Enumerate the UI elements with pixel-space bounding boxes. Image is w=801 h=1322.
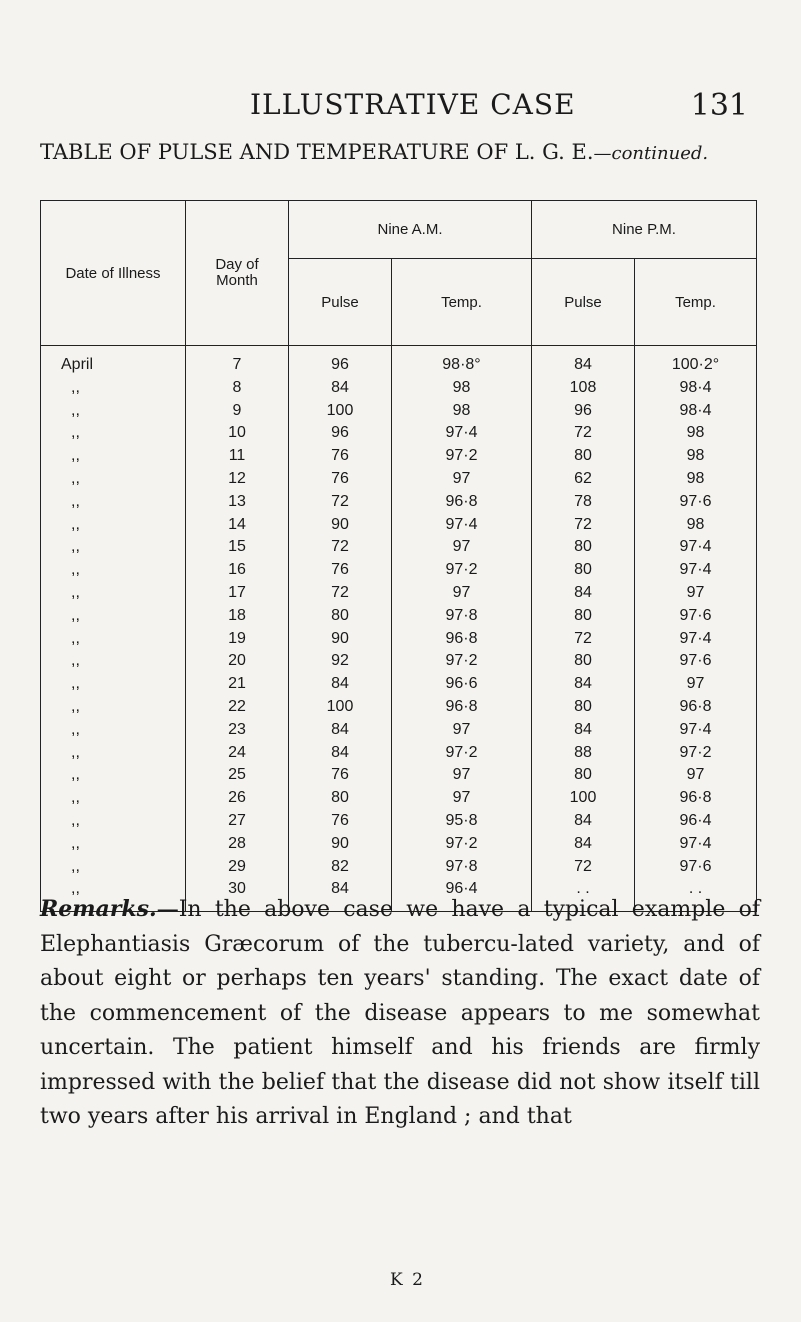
- cell-pm-pulse: 80: [532, 696, 635, 719]
- running-head: [0, 88, 801, 128]
- cell-day: 25: [186, 764, 289, 787]
- col-header-pm-temp: Temp.: [635, 259, 757, 346]
- cell-date: ,,: [41, 719, 186, 742]
- col-header-am-temp: Temp.: [392, 259, 532, 346]
- cell-date: ,,: [41, 559, 186, 582]
- cell-pm-pulse: 108: [532, 377, 635, 400]
- cell-pm-temp: 97: [635, 764, 757, 787]
- table-row: [41, 696, 757, 719]
- table-row: [41, 346, 757, 377]
- table-row: [41, 833, 757, 856]
- cell-day: 9: [186, 400, 289, 423]
- table-row: [41, 719, 757, 742]
- cell-am-temp: 97·2: [392, 559, 532, 582]
- table-row: [41, 764, 757, 787]
- cell-pm-pulse: 80: [532, 536, 635, 559]
- cell-date: ,,: [41, 833, 186, 856]
- cell-date: ,,: [41, 856, 186, 879]
- cell-date: ,,: [41, 742, 186, 765]
- col-header-day-text: Day of Month: [215, 256, 259, 289]
- cell-pm-pulse: 100: [532, 787, 635, 810]
- cell-pm-temp: 96·4: [635, 810, 757, 833]
- cell-date: ,,: [41, 400, 186, 423]
- cell-am-pulse: 72: [289, 582, 392, 605]
- cell-am-temp: 96·8: [392, 628, 532, 651]
- cell-day: 26: [186, 787, 289, 810]
- cell-pm-pulse: 72: [532, 422, 635, 445]
- table-row: [41, 559, 757, 582]
- table-row: [41, 468, 757, 491]
- cell-pm-pulse: 78: [532, 491, 635, 514]
- cell-day: 27: [186, 810, 289, 833]
- cell-pm-temp: 97·6: [635, 491, 757, 514]
- cell-pm-temp: 98·4: [635, 400, 757, 423]
- cell-am-temp: 97·8: [392, 605, 532, 628]
- cell-date: ,,: [41, 445, 186, 468]
- cell-am-temp: 97·2: [392, 650, 532, 673]
- cell-pm-pulse: 80: [532, 764, 635, 787]
- cell-am-pulse: 80: [289, 605, 392, 628]
- cell-am-temp: 97: [392, 582, 532, 605]
- cell-pm-pulse: 72: [532, 628, 635, 651]
- cell-pm-temp: 97·4: [635, 559, 757, 582]
- cell-date: ,,: [41, 787, 186, 810]
- cell-am-temp: 96·8: [392, 491, 532, 514]
- cell-day: 24: [186, 742, 289, 765]
- cell-pm-pulse: 72: [532, 514, 635, 537]
- cell-am-pulse: 84: [289, 742, 392, 765]
- cell-am-pulse: 100: [289, 400, 392, 423]
- cell-pm-temp: 98·4: [635, 377, 757, 400]
- cell-am-pulse: 92: [289, 650, 392, 673]
- cell-am-temp: 98: [392, 377, 532, 400]
- cell-am-temp: 97·4: [392, 514, 532, 537]
- cell-pm-pulse: 96: [532, 400, 635, 423]
- cell-am-temp: 97: [392, 468, 532, 491]
- cell-date: ,,: [41, 491, 186, 514]
- table-title-continued: —continued.: [593, 143, 709, 164]
- table-title: [40, 140, 780, 164]
- cell-pm-temp: 97·4: [635, 833, 757, 856]
- cell-pm-pulse: 84: [532, 582, 635, 605]
- cell-pm-pulse: 84: [532, 719, 635, 742]
- remarks-text: —In the above case we have a typical example of Elephantiasis Græcorum of the tubercu-lated variety, and of about eight or perhaps ten years' standing. The exact date of the commencement of the disease appears to me somewhat uncertain. The patient himself and his friends are firmly impressed with the belief that the disease did not show itself till two years after his arrival in England ; and that: [40, 897, 760, 1129]
- cell-day: 10: [186, 422, 289, 445]
- table-row: [41, 605, 757, 628]
- cell-date: ,,: [41, 536, 186, 559]
- cell-date: ,,: [41, 605, 186, 628]
- cell-am-pulse: 76: [289, 559, 392, 582]
- cell-pm-pulse: 84: [532, 833, 635, 856]
- cell-pm-temp: 98: [635, 422, 757, 445]
- cell-date: ,,: [41, 673, 186, 696]
- cell-am-temp: 97·2: [392, 445, 532, 468]
- cell-pm-pulse: 62: [532, 468, 635, 491]
- table-row: [41, 810, 757, 833]
- cell-pm-temp: 97·4: [635, 719, 757, 742]
- table-row: [41, 628, 757, 651]
- running-title: ILLUSTRATIVE CASE: [250, 88, 576, 121]
- cell-pm-temp: 97: [635, 582, 757, 605]
- cell-pm-temp: 97: [635, 673, 757, 696]
- cell-am-pulse: 76: [289, 445, 392, 468]
- cell-am-pulse: 84: [289, 673, 392, 696]
- cell-pm-pulse: 84: [532, 346, 635, 377]
- cell-day: 15: [186, 536, 289, 559]
- col-header-date: Date of Illness: [41, 201, 186, 346]
- cell-pm-temp: 97·4: [635, 628, 757, 651]
- cell-pm-pulse: 88: [532, 742, 635, 765]
- cell-am-temp: 98: [392, 400, 532, 423]
- cell-pm-pulse: 72: [532, 856, 635, 879]
- cell-day: 8: [186, 377, 289, 400]
- cell-day: 13: [186, 491, 289, 514]
- cell-day: 18: [186, 605, 289, 628]
- cell-am-pulse: 90: [289, 514, 392, 537]
- cell-am-pulse: 76: [289, 468, 392, 491]
- cell-am-pulse: 84: [289, 719, 392, 742]
- table-row: [41, 491, 757, 514]
- cell-am-pulse: 80: [289, 787, 392, 810]
- cell-pm-temp: 97·6: [635, 650, 757, 673]
- cell-am-temp: 97: [392, 536, 532, 559]
- table-row: [41, 445, 757, 468]
- cell-date: ,,: [41, 696, 186, 719]
- pulse-temperature-table: [40, 200, 757, 912]
- cell-am-pulse: 96: [289, 422, 392, 445]
- group-header-am: Nine A.M.: [289, 201, 532, 259]
- cell-date: ,,: [41, 514, 186, 537]
- col-header-am-pulse: Pulse: [289, 259, 392, 346]
- cell-pm-pulse: 80: [532, 445, 635, 468]
- cell-am-temp: 97·8: [392, 856, 532, 879]
- cell-day: 22: [186, 696, 289, 719]
- cell-am-temp: 98·8°: [392, 346, 532, 377]
- cell-day: 11: [186, 445, 289, 468]
- cell-date: April: [41, 346, 186, 377]
- cell-am-temp: 97·2: [392, 742, 532, 765]
- cell-day: 12: [186, 468, 289, 491]
- cell-am-pulse: 84: [289, 377, 392, 400]
- table-row: [41, 422, 757, 445]
- pulse-temperature-table-wrapper: [40, 200, 756, 912]
- cell-am-temp: 95·8: [392, 810, 532, 833]
- table-row: [41, 582, 757, 605]
- table-row: [41, 400, 757, 423]
- cell-day: 14: [186, 514, 289, 537]
- cell-am-pulse: 82: [289, 856, 392, 879]
- table-row: [41, 650, 757, 673]
- cell-day: 17: [186, 582, 289, 605]
- cell-pm-pulse: 80: [532, 605, 635, 628]
- cell-am-temp: 96·8: [392, 696, 532, 719]
- cell-am-pulse: 76: [289, 810, 392, 833]
- table-row: [41, 742, 757, 765]
- cell-date: ,,: [41, 628, 186, 651]
- cell-am-pulse: 90: [289, 628, 392, 651]
- cell-pm-pulse: 84: [532, 810, 635, 833]
- cell-day: 16: [186, 559, 289, 582]
- cell-pm-pulse: 80: [532, 650, 635, 673]
- remarks-paragraph: [40, 892, 760, 1135]
- cell-date: ,,: [41, 377, 186, 400]
- table-row: [41, 673, 757, 696]
- cell-date: ,,: [41, 878, 186, 911]
- cell-day: 19: [186, 628, 289, 651]
- cell-pm-temp: 96·8: [635, 787, 757, 810]
- cell-day: 28: [186, 833, 289, 856]
- cell-pm-temp: . .: [635, 878, 757, 911]
- col-header-day: [186, 201, 289, 346]
- table-body: [41, 346, 757, 912]
- cell-day: 20: [186, 650, 289, 673]
- cell-date: ,,: [41, 650, 186, 673]
- cell-pm-pulse: 80: [532, 559, 635, 582]
- cell-date: ,,: [41, 422, 186, 445]
- table-row: [41, 536, 757, 559]
- cell-pm-temp: 100·2°: [635, 346, 757, 377]
- cell-pm-temp: 98: [635, 468, 757, 491]
- group-header-pm: Nine P.M.: [532, 201, 757, 259]
- cell-pm-temp: 97·6: [635, 856, 757, 879]
- page-number: 131: [690, 88, 748, 123]
- cell-am-temp: 97·2: [392, 833, 532, 856]
- col-header-pm-pulse: Pulse: [532, 259, 635, 346]
- table-title-main: TABLE OF PULSE AND TEMPERATURE OF L. G. E.: [40, 140, 594, 164]
- cell-am-pulse: 90: [289, 833, 392, 856]
- cell-am-temp: 96·6: [392, 673, 532, 696]
- cell-am-pulse: 76: [289, 764, 392, 787]
- cell-pm-temp: 97·2: [635, 742, 757, 765]
- cell-day: 23: [186, 719, 289, 742]
- table-row: [41, 377, 757, 400]
- table-row: [41, 787, 757, 810]
- cell-am-pulse: 72: [289, 536, 392, 559]
- cell-day: 7: [186, 346, 289, 377]
- cell-pm-pulse: . .: [532, 878, 635, 911]
- cell-day: 21: [186, 673, 289, 696]
- cell-am-temp: 96·4: [392, 878, 532, 911]
- cell-am-pulse: 100: [289, 696, 392, 719]
- cell-pm-temp: 97·6: [635, 605, 757, 628]
- cell-am-pulse: 72: [289, 491, 392, 514]
- cell-date: ,,: [41, 468, 186, 491]
- cell-day: 29: [186, 856, 289, 879]
- cell-date: ,,: [41, 582, 186, 605]
- cell-am-pulse: 96: [289, 346, 392, 377]
- cell-am-pulse: 84: [289, 878, 392, 911]
- cell-am-temp: 97: [392, 787, 532, 810]
- cell-pm-temp: 96·8: [635, 696, 757, 719]
- cell-day: 30: [186, 878, 289, 911]
- cell-pm-pulse: 84: [532, 673, 635, 696]
- remarks-lead: Remarks.: [40, 896, 157, 922]
- cell-pm-temp: 98: [635, 514, 757, 537]
- cell-am-temp: 97·4: [392, 422, 532, 445]
- cell-am-temp: 97: [392, 719, 532, 742]
- cell-pm-temp: 98: [635, 445, 757, 468]
- signature-mark: K 2: [390, 1270, 425, 1290]
- cell-date: ,,: [41, 764, 186, 787]
- cell-date: ,,: [41, 810, 186, 833]
- table-row: [41, 856, 757, 879]
- cell-pm-temp: 97·4: [635, 536, 757, 559]
- cell-am-temp: 97: [392, 764, 532, 787]
- table-row: [41, 514, 757, 537]
